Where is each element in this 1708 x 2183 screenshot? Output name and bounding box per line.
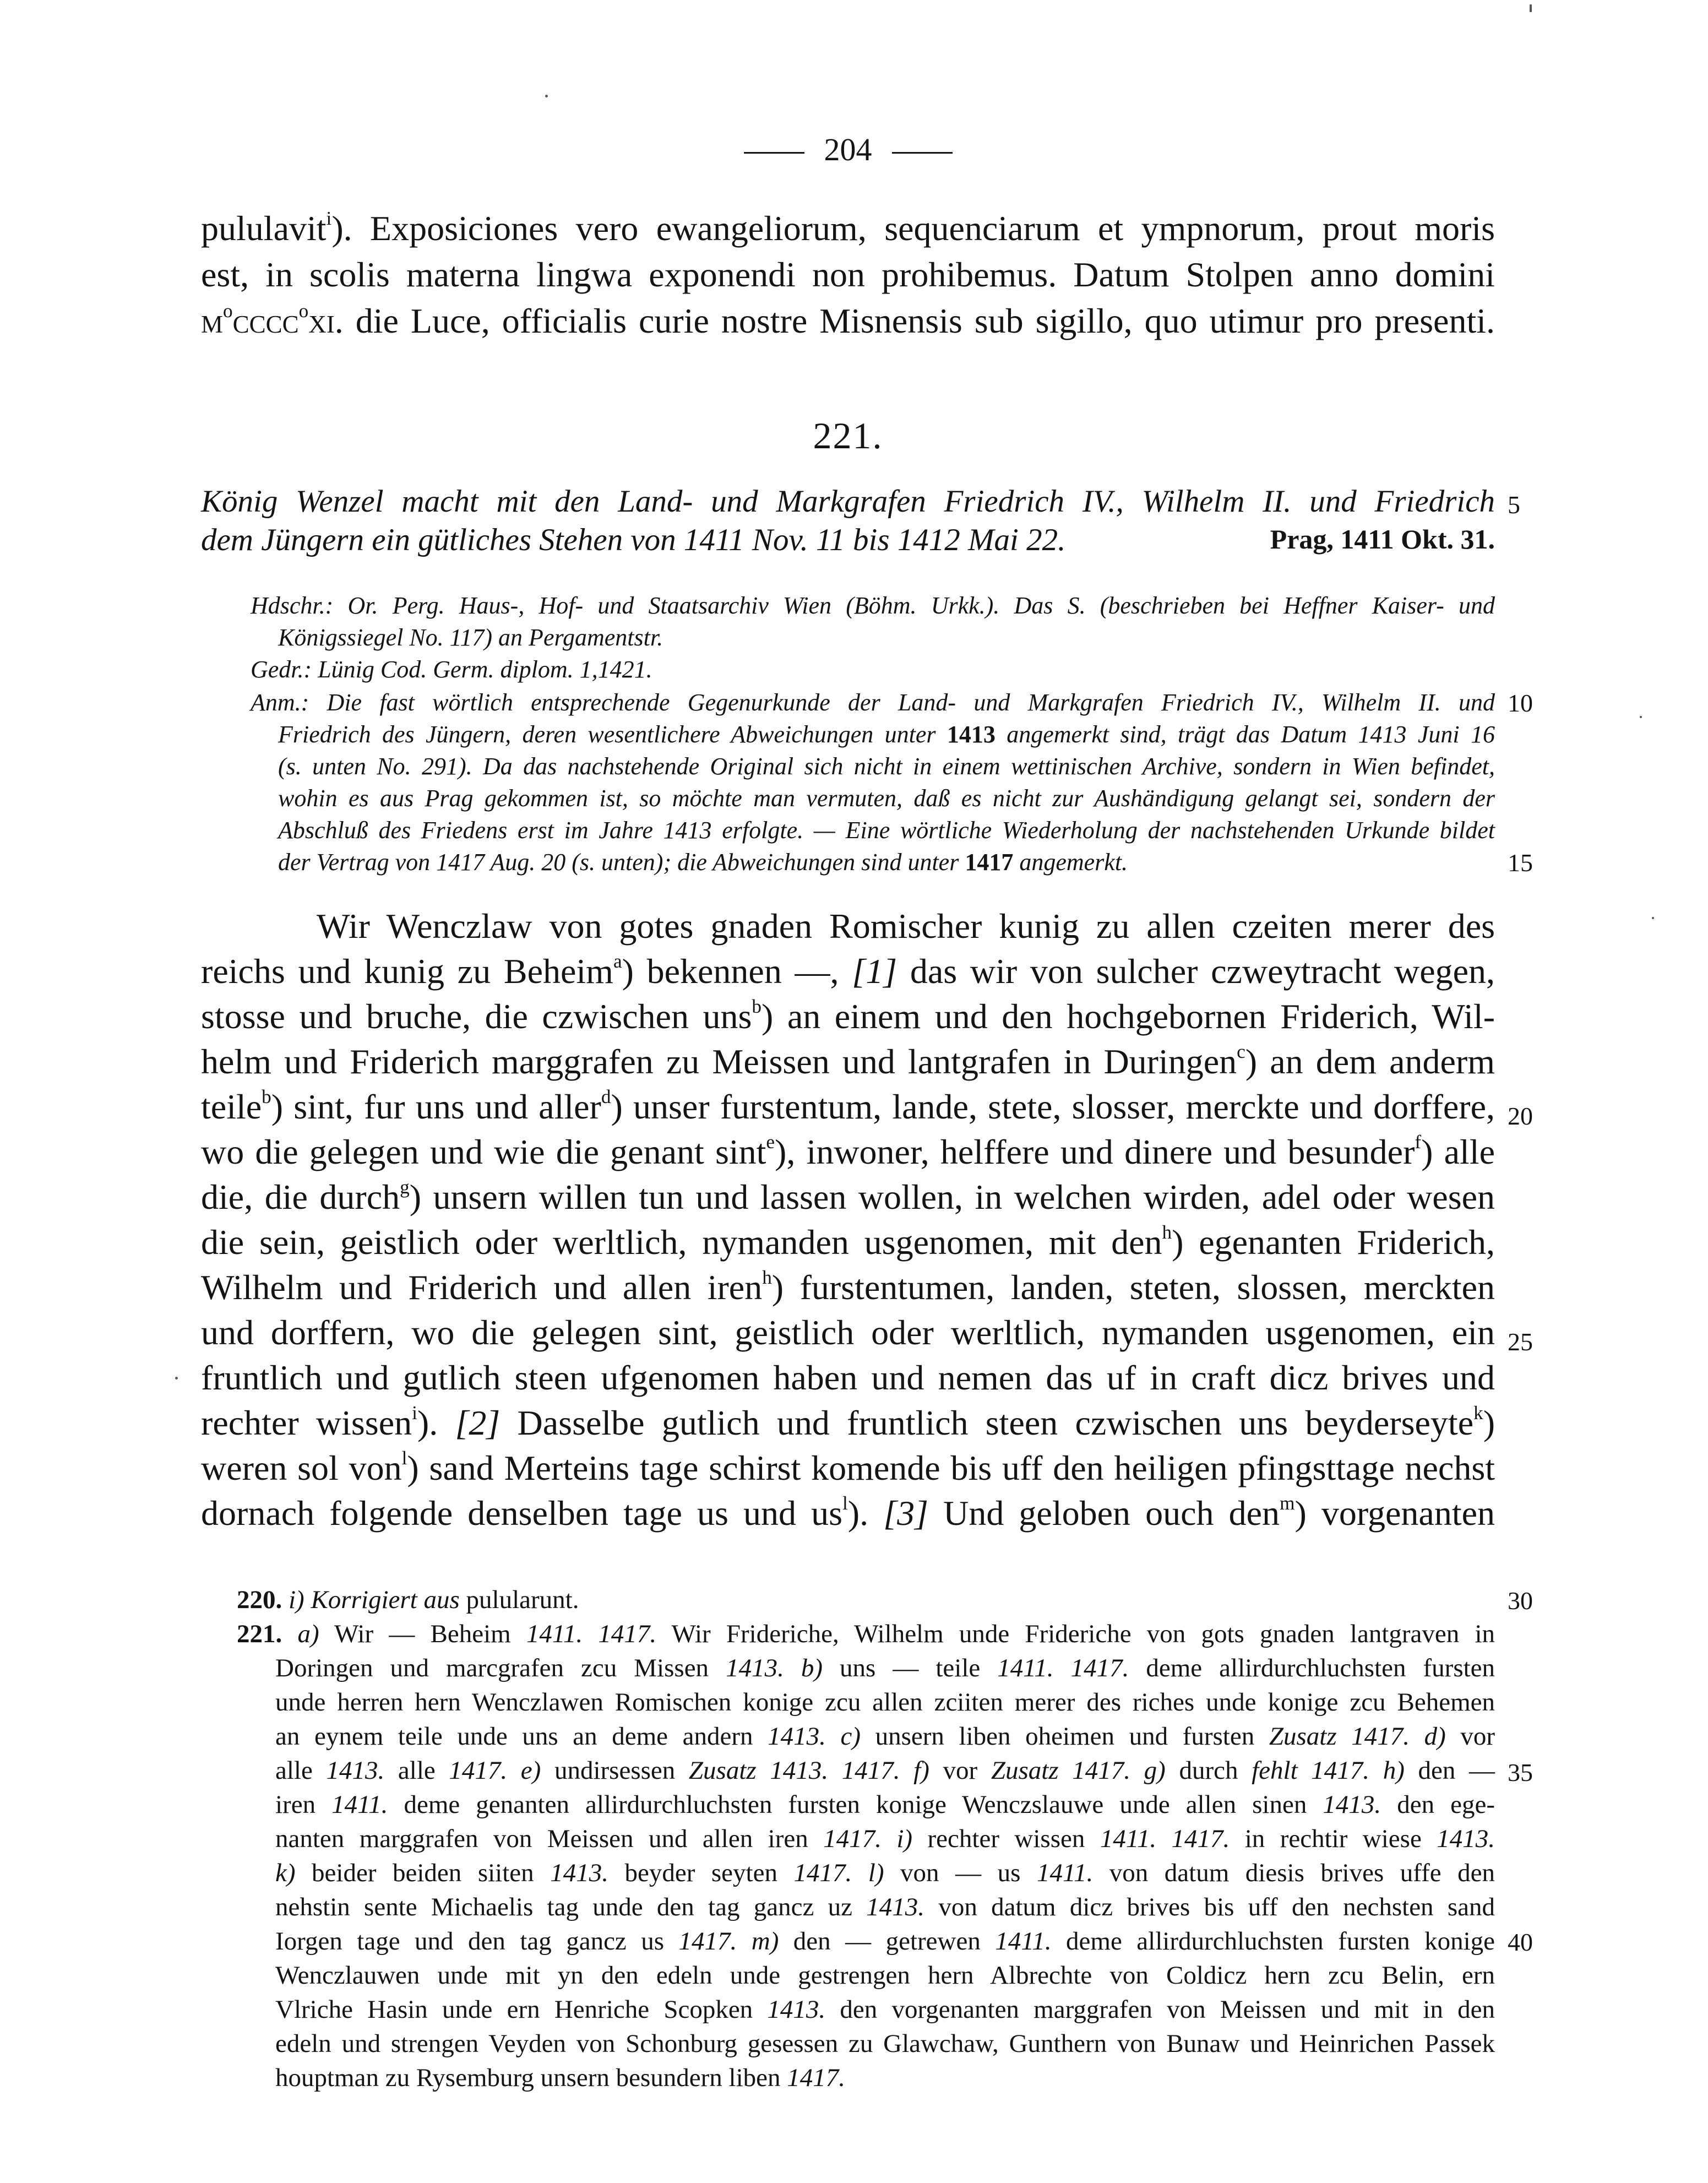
- scan-speck: [1640, 716, 1642, 718]
- page-number: 204: [824, 132, 872, 167]
- line-number: 5: [1508, 491, 1520, 519]
- text-line: wo die gelegen und wie die genant sint$^e$), inwoner, helffere und dinere und besunder$^f$) alle: [201, 1131, 1495, 1171]
- footnote-line: 221. a) Wir — Beheim 1411. 1417. Wir Frideriche, Wilhelm unde Frideriche von gots gnaden lantgraven in: [237, 1620, 1495, 1648]
- text-line: die sein, geistlich oder werltlich, nymanden usgenomen, mit den$^h$) egenanten Friderich,: [201, 1221, 1495, 1262]
- footnote-line: alle 1413. alle 1417. e) undirsessen Zusatz 1413. 1417. f) vor Zusatz 1417. g) durch fehlt 1417. h) den —: [275, 1756, 1495, 1785]
- note-line: Abschluß des Friedens erst im Jahre 1413 erfolgte. — Eine wörtliche Wiederholung der nachstehenden Urkunde bildet: [278, 817, 1495, 844]
- footnote-line: Vlriche Hasin unde ern Henriche Scopken 1413. den vorgenanten marggrafen von Meissen und mit in den: [275, 1995, 1495, 2024]
- footnote-line: k) beider beiden siiten 1413. beyder seyten 1417. l) von — us 1411. von datum diesis brives uffe den: [275, 1859, 1495, 1887]
- footnote-line: an eynem teile unde uns an deme andern 1413. c) unsern liben oheimen und fursten Zusatz 1417. d) vor: [275, 1722, 1495, 1751]
- note-line: Anm.: Die fast wörtlich entsprechende Gegenurkunde der Land- und Markgrafen Friedrich IV., Wilhelm II. und: [251, 689, 1495, 716]
- regest-line: dem Jüngern ein gütliches Stehen von 1411 Nov. 11 bis 1412 Mai 22.: [201, 523, 1066, 557]
- header-rule-left: [744, 152, 804, 154]
- footnote-line: nehstin sente Michaelis tag unde den tag gancz uz 1413. von datum dicz brives bis uff den nechsten sand: [275, 1893, 1495, 1921]
- place-date: Prag, 1411 Okt. 31.: [1270, 524, 1495, 555]
- footnote-line: nanten marggrafen von Meissen und allen iren 1417. i) rechter wissen 1411. 1417. in rechtir wiese 1413.: [275, 1824, 1495, 1853]
- footnote-line: Iorgen tage und den tag gancz us 1417. m) den — getrewen 1411. deme allirdurchluchsten fursten konige: [275, 1927, 1495, 1956]
- text-line: fruntlich und gutlich steen ufgenomen haben und nemen das uf in craft dicz brives und: [201, 1358, 1495, 1397]
- footnote-line: Wenczlauwen unde mit yn den edeln unde gestrengen hern Albrechte von Coldicz hern zcu Belin, ern: [275, 1961, 1495, 1990]
- text-line: und dorffern, wo die gelegen sint, geistlich oder werltlich, nymanden usgenomen, ein: [201, 1313, 1495, 1352]
- line-number: 30: [1508, 1587, 1533, 1615]
- footnote-line: 220. i) Korrigiert aus pulularunt.: [237, 1585, 579, 1614]
- line-number: 10: [1508, 689, 1533, 717]
- note-line: Hdschr.: Or. Perg. Haus-, Hof- und Staatsarchiv Wien (Böhm. Urkk.). Das S. (beschrieben bei Heffner Kaiser- und: [251, 592, 1495, 619]
- footnote-line: houptman zu Rysemburg unsern besundern liben 1417.: [275, 2063, 846, 2092]
- note-line: Gedr.: Lünig Cod. Germ. diplom. 1,1421.: [251, 656, 652, 683]
- regest-line: König Wenzel macht mit den Land- und Markgrafen Friedrich IV., Wilhelm II. und Friedrich: [201, 484, 1495, 519]
- text-line: dornach folgende denselben tage us und $us^l$). [3] Und geloben ouch den$^m$) vorgenanten: [201, 1492, 1495, 1533]
- line-number: 25: [1508, 1328, 1533, 1356]
- line-number: 20: [1508, 1102, 1533, 1130]
- text-line: reichs und kunig zu Beheim$^a$) bekennen —, [1] das wir von sulcher czweytracht wegen,: [201, 951, 1495, 991]
- text-line: Wir Wenczlaw von gotes gnaden Romischer kunig zu allen czeiten merer des: [317, 906, 1495, 946]
- text-line: teile$^b$) sint, fur uns und aller$^d$) unser furstentum, lande, stete, slosser, merckte und dorffere,: [201, 1086, 1495, 1126]
- note-line: wohin es aus Prag gekommen ist, so möchte man vermuten, daß es nicht zur Aushändigung gelangt sei, sondern der: [278, 785, 1495, 812]
- scan-speck: [545, 95, 548, 97]
- text-line: weren sol von$^l$) sand Merteins tage schirst komende bis uff den heiligen pfingsttage nechst: [201, 1447, 1495, 1487]
- note-line: Königssiegel No. 117) an Pergamentstr.: [278, 624, 663, 651]
- line-number: 15: [1508, 849, 1533, 877]
- text-line: helm und Friderich marggrafen zu Meissen und lantgrafen in Duringen$^c$) an dem anderm: [201, 1041, 1495, 1081]
- text-line: pululavit$^i$). Exposiciones vero ewangeliorum, sequenciarum et ympnorum, prout moris: [201, 208, 1495, 248]
- page-header: [201, 131, 1495, 170]
- line-number: 35: [1508, 1758, 1533, 1786]
- line-number: 40: [1508, 1928, 1533, 1956]
- text-line: Wilhelm und Friderich und allen iren$^h$) furstentumen, landen, steten, slossen, merckten: [201, 1267, 1495, 1307]
- scan-speck: [175, 1377, 178, 1380]
- note-line: der Vertrag von 1417 Aug. 20 (s. unten); die Abweichungen sind unter 1417 angemerkt.: [278, 849, 1128, 876]
- text-line: est, in scolis materna lingwa exponendi non prohibemus. Datum Stolpen anno domini: [201, 255, 1495, 294]
- footnote-line: edeln und strengen Veyden von Schonburg gesessen zu Glawchaw, Gunthern von Bunaw und Heinrichen Passek: [275, 2029, 1495, 2058]
- text-line: die, die durch$^g$) unsern willen tun und lassen wollen, in welchen wirden, adel oder wesen: [201, 1176, 1495, 1217]
- text-line: rechter wissen$^i$). [2] Dasselbe gutlich und fruntlich steen czwischen uns beyderseyte$^k$): [201, 1402, 1495, 1442]
- scan-speck: [1652, 917, 1654, 919]
- note-line: Friedrich des Jüngern, deren wesentlichere Abweichungen unter 1413 angemerkt sind, trägt das Datum 1413 Juni 16: [278, 721, 1495, 748]
- scan-speck: [1530, 4, 1532, 12]
- footnote-line: Doringen und marcgrafen zcu Missen 1413. b) uns — teile 1411. 1417. deme allirdurchluchsten fursten: [275, 1654, 1495, 1682]
- header-rule-right: [892, 152, 953, 154]
- footnote-line: iren 1411. deme genanten allirdurchluchsten fursten konige Wenczslauwe unde allen sinen 1413. den ege-: [275, 1790, 1495, 1819]
- text-line: stosse und bruche, die czwischen uns$^b$) an einem und den hochgebornen Friderich, Wil-: [201, 996, 1495, 1036]
- document-number: 221.: [813, 415, 883, 457]
- footnote-line: unde herren hern Wenczlawen Romischen konige zcu allen zciiten merer des riches unde konige zcu Behemen: [275, 1688, 1495, 1717]
- note-line: (s. unten No. 291). Da das nachstehende Original sich nicht in einem wettinischen Archive, sondern in Wien befindet,: [278, 753, 1495, 780]
- text-line: $m^occcc^oxi$. die Luce, officialis curie nostre Misnensis sub sigillo, quo utimur pro presenti.: [201, 300, 1495, 340]
